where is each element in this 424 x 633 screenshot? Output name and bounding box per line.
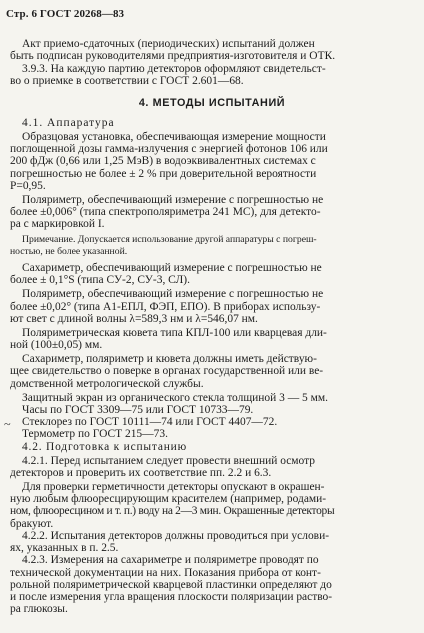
text-line: более ±0,02° (типа А1-ЕПЛ, ФЭП, ЕПО). В приборах использу- — [10, 301, 321, 313]
text-line: Часы по ГОСТ 3309—75 или ГОСТ 10733—79. — [22, 404, 254, 416]
handwritten-mark: ~ — [4, 417, 10, 431]
text-line: Поляриметрическая кювета типа КПЛ-100 или кварцевая дли- — [22, 327, 327, 339]
text-line: более ±0,006° (типа спектрополяриметра 241 МС), для детекто- — [10, 206, 321, 218]
text-line: во о приемке в соответствии с ГОСТ 2.601—68. — [10, 75, 244, 87]
text-line: Поляриметр, обеспечивающий измерение с погрешностью не — [22, 194, 324, 206]
text-line: ную любым флюоресцирующим красителем (например, родами- — [10, 493, 327, 505]
text-line: ра с маркировкой I. — [10, 218, 105, 230]
section-heading: 4. МЕТОДЫ ИСПЫТАНИЙ — [138, 97, 286, 109]
text-line: быть подписан руководителями предприятия-изготовителя и ОТК. — [10, 50, 336, 62]
page-header: Стр. 6 ГОСТ 20268—83 — [6, 8, 125, 20]
text-line: ра глюкозы. — [10, 603, 68, 615]
text-line: Защитный экран из органического стекла толщиной 3 — 5 мм. — [22, 392, 329, 404]
text-line: детекторов и проверить их соответствие пп. 2.2 и 6.3. — [10, 467, 272, 479]
text-line: Акт приемо-сдаточных (периодических) испытаний должен — [22, 38, 315, 50]
text-line: бракуют. — [10, 518, 54, 530]
subsection-heading: 4.2. Подготовка к испытанию — [22, 441, 187, 453]
text-line: Стеклорез по ГОСТ 10111—74 или ГОСТ 4407—72. — [22, 416, 278, 428]
text-line: 4.2.2. Испытания детекторов должны проводиться при услови- — [22, 530, 330, 542]
text-line: более ± 0,1°S (типа СУ-2, СУ-3, СЛ). — [10, 274, 190, 286]
text-line: Для проверки герметичности детекторы опускают в окрашен- — [22, 481, 325, 493]
text-line: Термометр по ГОСТ 215—73. — [22, 428, 168, 440]
note-line: ностью, не более указанной. — [10, 246, 128, 257]
text-line: ют свет с длиной волны λ=589,3 нм и λ=546,07 нм. — [10, 313, 258, 325]
text-line: технической документации на них. Показания прибора от конт- — [10, 567, 321, 579]
text-line: ной (100±0,05) мм. — [10, 339, 103, 351]
text-line: ном, флюоресцином и т. п.) воду на 2—3 мин. Окрашенные детекторы — [10, 505, 335, 517]
text-line: домственной метрологической службы. — [10, 378, 204, 390]
text-line: Сахариметр, обеспечивающий измерение с погрешностью не — [22, 262, 322, 274]
text-line: Образцовая установка, обеспечивающая измерение мощности — [22, 131, 326, 143]
text-line: ях, указанных в п. 2.5. — [10, 542, 119, 554]
text-line: рольной поляриметрической кварцевой пластинки определяют до — [10, 579, 332, 591]
text-line: 4.2.3. Измерения на сахариметре и поляриметре проводят по — [22, 554, 319, 566]
text-line: Сахариметр, поляриметр и кювета должны иметь действую- — [22, 353, 317, 365]
text-line: погрешностью не более ± 2 % при доверительной вероятности — [10, 168, 317, 180]
text-line: 3.9.3. На каждую партию детекторов оформляют свидетельст- — [22, 63, 326, 75]
text-line: Поляриметр, обеспечивающий измерение с погрешностью не — [22, 288, 324, 300]
note-line: Примечание. Допускается использование другой аппаратуры с погреш- — [22, 234, 317, 245]
text-line: щее свидетельство о поверке в органах государственной или ве- — [10, 365, 324, 377]
subsection-heading: 4.1. Аппаратура — [22, 117, 115, 129]
text-line: и после измерения угла вращения плоскости поляризации раство- — [10, 591, 333, 603]
text-line: P=0,95. — [10, 180, 46, 192]
text-line: поглощенной дозы гамма-излучения с энергией фотонов 106 или — [10, 143, 328, 155]
text-line: 4.2.1. Перед испытанием следует провести внешний осмотр — [22, 455, 315, 467]
text-line: 200 фДж (0,66 или 1,25 МэВ) в водоэквивалентных системах с — [10, 155, 316, 167]
